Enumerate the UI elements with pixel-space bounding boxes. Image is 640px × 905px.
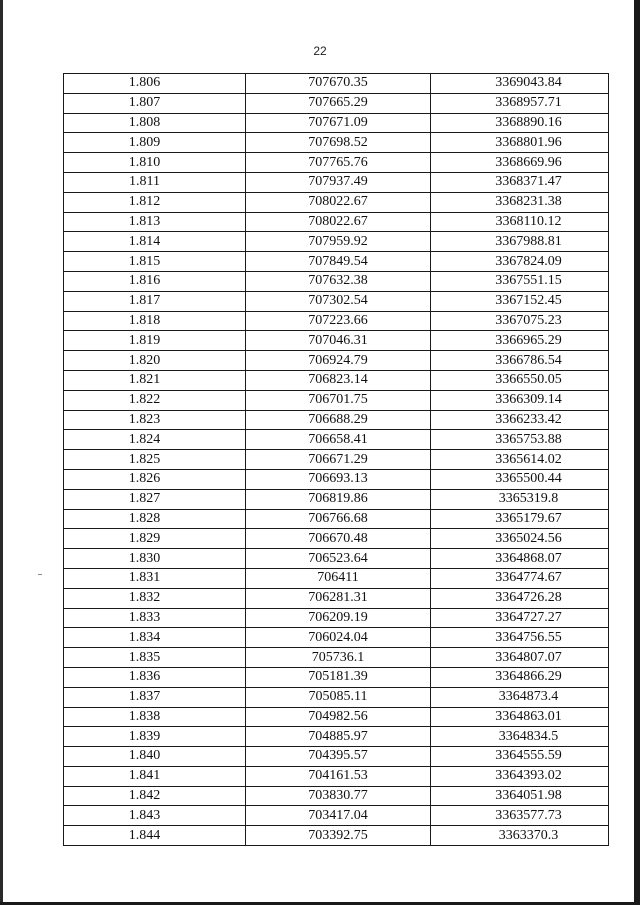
y-coordinate-cell: 3365500.44	[431, 469, 609, 489]
x-coordinate-cell: 706281.31	[246, 588, 431, 608]
x-coordinate-cell: 708022.67	[246, 192, 431, 212]
scan-left-edge	[0, 0, 3, 905]
coordinates-table-body	[64, 74, 609, 846]
x-coordinate-cell: 703392.75	[246, 826, 431, 846]
table-row	[64, 311, 609, 331]
y-coordinate-cell: 3363370.3	[431, 826, 609, 846]
x-coordinate-cell: 707632.38	[246, 271, 431, 291]
table-row	[64, 430, 609, 450]
y-coordinate-cell: 3364555.59	[431, 747, 609, 767]
x-coordinate-cell: 705085.11	[246, 687, 431, 707]
point-id-cell: 1.840	[64, 747, 246, 767]
x-coordinate-cell: 706688.29	[246, 410, 431, 430]
point-id-cell: 1.835	[64, 648, 246, 668]
point-id-cell: 1.830	[64, 549, 246, 569]
y-coordinate-cell: 3368110.12	[431, 212, 609, 232]
table-row	[64, 608, 609, 628]
table-row	[64, 252, 609, 272]
x-coordinate-cell: 704161.53	[246, 766, 431, 786]
point-id-cell: 1.823	[64, 410, 246, 430]
point-id-cell: 1.822	[64, 390, 246, 410]
y-coordinate-cell: 3368957.71	[431, 93, 609, 113]
table-row	[64, 766, 609, 786]
x-coordinate-cell: 707698.52	[246, 133, 431, 153]
point-id-cell: 1.842	[64, 786, 246, 806]
y-coordinate-cell: 3364051.98	[431, 786, 609, 806]
table-row	[64, 410, 609, 430]
y-coordinate-cell: 3364868.07	[431, 549, 609, 569]
point-id-cell: 1.829	[64, 529, 246, 549]
table-row	[64, 687, 609, 707]
x-coordinate-cell: 706670.48	[246, 529, 431, 549]
y-coordinate-cell: 3367988.81	[431, 232, 609, 252]
y-coordinate-cell: 3368890.16	[431, 113, 609, 133]
y-coordinate-cell: 3366233.42	[431, 410, 609, 430]
x-coordinate-cell: 703417.04	[246, 806, 431, 826]
point-id-cell: 1.839	[64, 727, 246, 747]
point-id-cell: 1.833	[64, 608, 246, 628]
x-coordinate-cell: 708022.67	[246, 212, 431, 232]
y-coordinate-cell: 3368231.38	[431, 192, 609, 212]
point-id-cell: 1.821	[64, 370, 246, 390]
y-coordinate-cell: 3368371.47	[431, 172, 609, 192]
x-coordinate-cell: 706024.04	[246, 628, 431, 648]
x-coordinate-cell: 706693.13	[246, 469, 431, 489]
x-coordinate-cell: 706209.19	[246, 608, 431, 628]
table-row	[64, 450, 609, 470]
x-coordinate-cell: 707849.54	[246, 252, 431, 272]
table-row	[64, 727, 609, 747]
y-coordinate-cell: 3366965.29	[431, 331, 609, 351]
x-coordinate-cell: 706671.29	[246, 450, 431, 470]
point-id-cell: 1.811	[64, 172, 246, 192]
x-coordinate-cell: 703830.77	[246, 786, 431, 806]
x-coordinate-cell: 704395.57	[246, 747, 431, 767]
table-row	[64, 192, 609, 212]
table-row	[64, 133, 609, 153]
y-coordinate-cell: 3364774.67	[431, 568, 609, 588]
table-row	[64, 93, 609, 113]
point-id-cell: 1.831	[64, 568, 246, 588]
point-id-cell: 1.841	[64, 766, 246, 786]
table-row	[64, 113, 609, 133]
table-row	[64, 806, 609, 826]
x-coordinate-cell: 706523.64	[246, 549, 431, 569]
y-coordinate-cell: 3366550.05	[431, 370, 609, 390]
point-id-cell: 1.827	[64, 489, 246, 509]
point-id-cell: 1.828	[64, 509, 246, 529]
table-row	[64, 667, 609, 687]
table-row	[64, 172, 609, 192]
point-id-cell: 1.832	[64, 588, 246, 608]
point-id-cell: 1.820	[64, 351, 246, 371]
table-row	[64, 291, 609, 311]
point-id-cell: 1.837	[64, 687, 246, 707]
y-coordinate-cell: 3365614.02	[431, 450, 609, 470]
point-id-cell: 1.806	[64, 74, 246, 94]
x-coordinate-cell: 707046.31	[246, 331, 431, 351]
point-id-cell: 1.843	[64, 806, 246, 826]
x-coordinate-cell: 707959.92	[246, 232, 431, 252]
point-id-cell: 1.826	[64, 469, 246, 489]
table-row	[64, 370, 609, 390]
x-coordinate-cell: 705736.1	[246, 648, 431, 668]
table-row	[64, 549, 609, 569]
y-coordinate-cell: 3364863.01	[431, 707, 609, 727]
x-coordinate-cell: 707302.54	[246, 291, 431, 311]
y-coordinate-cell: 3366309.14	[431, 390, 609, 410]
y-coordinate-cell: 3364866.29	[431, 667, 609, 687]
point-id-cell: 1.824	[64, 430, 246, 450]
x-coordinate-cell: 707665.29	[246, 93, 431, 113]
table-row	[64, 469, 609, 489]
table-row	[64, 568, 609, 588]
table-row	[64, 509, 609, 529]
y-coordinate-cell: 3369043.84	[431, 74, 609, 94]
table-row	[64, 747, 609, 767]
point-id-cell: 1.838	[64, 707, 246, 727]
table-row	[64, 232, 609, 252]
table-row	[64, 153, 609, 173]
table-row	[64, 390, 609, 410]
table-row	[64, 351, 609, 371]
page-number: 22	[313, 44, 327, 58]
table-row	[64, 489, 609, 509]
point-id-cell: 1.807	[64, 93, 246, 113]
x-coordinate-cell: 707670.35	[246, 74, 431, 94]
y-coordinate-cell: 3364726.28	[431, 588, 609, 608]
point-id-cell: 1.816	[64, 271, 246, 291]
point-id-cell: 1.812	[64, 192, 246, 212]
point-id-cell: 1.834	[64, 628, 246, 648]
point-id-cell: 1.815	[64, 252, 246, 272]
x-coordinate-cell: 707765.76	[246, 153, 431, 173]
point-id-cell: 1.817	[64, 291, 246, 311]
x-coordinate-cell: 704885.97	[246, 727, 431, 747]
point-id-cell: 1.825	[64, 450, 246, 470]
scan-right-edge	[634, 0, 640, 905]
table-row	[64, 786, 609, 806]
y-coordinate-cell: 3363577.73	[431, 806, 609, 826]
point-id-cell: 1.836	[64, 667, 246, 687]
scan-speck	[38, 574, 42, 575]
y-coordinate-cell: 3365319.8	[431, 489, 609, 509]
y-coordinate-cell: 3364727.27	[431, 608, 609, 628]
table-row	[64, 588, 609, 608]
table-row	[64, 628, 609, 648]
table-row	[64, 331, 609, 351]
x-coordinate-cell: 707223.66	[246, 311, 431, 331]
x-coordinate-cell: 706766.68	[246, 509, 431, 529]
table-row	[64, 271, 609, 291]
table-row	[64, 826, 609, 846]
point-id-cell: 1.810	[64, 153, 246, 173]
y-coordinate-cell: 3367152.45	[431, 291, 609, 311]
coordinates-table	[63, 73, 609, 846]
y-coordinate-cell: 3364834.5	[431, 727, 609, 747]
point-id-cell: 1.808	[64, 113, 246, 133]
y-coordinate-cell: 3366786.54	[431, 351, 609, 371]
table-row	[64, 74, 609, 94]
x-coordinate-cell: 707937.49	[246, 172, 431, 192]
x-coordinate-cell: 706658.41	[246, 430, 431, 450]
x-coordinate-cell: 704982.56	[246, 707, 431, 727]
point-id-cell: 1.814	[64, 232, 246, 252]
x-coordinate-cell: 706924.79	[246, 351, 431, 371]
point-id-cell: 1.819	[64, 331, 246, 351]
y-coordinate-cell: 3368801.96	[431, 133, 609, 153]
x-coordinate-cell: 706701.75	[246, 390, 431, 410]
point-id-cell: 1.818	[64, 311, 246, 331]
y-coordinate-cell: 3364393.02	[431, 766, 609, 786]
y-coordinate-cell: 3367824.09	[431, 252, 609, 272]
x-coordinate-cell: 706819.86	[246, 489, 431, 509]
y-coordinate-cell: 3364873.4	[431, 687, 609, 707]
table-row	[64, 212, 609, 232]
point-id-cell: 1.809	[64, 133, 246, 153]
y-coordinate-cell: 3365179.67	[431, 509, 609, 529]
table-row	[64, 648, 609, 668]
y-coordinate-cell: 3368669.96	[431, 153, 609, 173]
table-row	[64, 707, 609, 727]
x-coordinate-cell: 705181.39	[246, 667, 431, 687]
y-coordinate-cell: 3367075.23	[431, 311, 609, 331]
point-id-cell: 1.813	[64, 212, 246, 232]
point-id-cell: 1.844	[64, 826, 246, 846]
y-coordinate-cell: 3367551.15	[431, 271, 609, 291]
x-coordinate-cell: 706823.14	[246, 370, 431, 390]
y-coordinate-cell: 3365024.56	[431, 529, 609, 549]
y-coordinate-cell: 3365753.88	[431, 430, 609, 450]
x-coordinate-cell: 707671.09	[246, 113, 431, 133]
table-row	[64, 529, 609, 549]
x-coordinate-cell: 706411	[246, 568, 431, 588]
y-coordinate-cell: 3364756.55	[431, 628, 609, 648]
y-coordinate-cell: 3364807.07	[431, 648, 609, 668]
